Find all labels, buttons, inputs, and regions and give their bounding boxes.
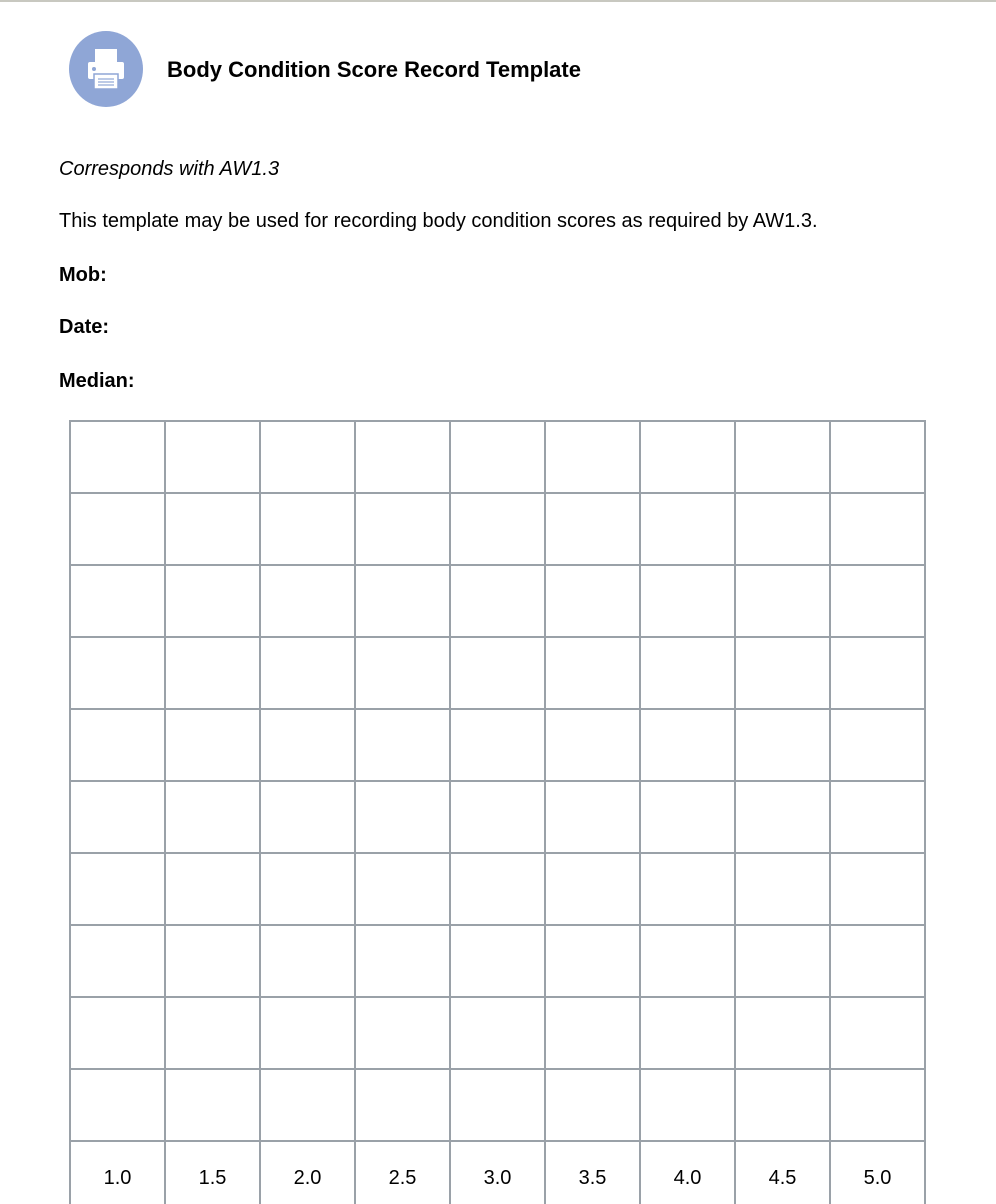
tally-cell[interactable]: [450, 637, 545, 709]
tally-cell[interactable]: [545, 781, 640, 853]
tally-cell[interactable]: [355, 781, 450, 853]
tally-cell[interactable]: [830, 853, 925, 925]
tally-cell[interactable]: [260, 1069, 355, 1141]
tally-cell[interactable]: [545, 997, 640, 1069]
score-label-row: [70, 1141, 925, 1204]
tally-cell[interactable]: [260, 421, 355, 493]
tally-cell[interactable]: [70, 925, 165, 997]
tally-row: [70, 421, 925, 493]
score-label-cell: 1.5: [165, 1141, 260, 1204]
score-label-cell: 3.0: [450, 1141, 545, 1204]
tally-cell[interactable]: [355, 709, 450, 781]
median-label: Median:: [59, 370, 135, 392]
score-label-cell: 4.5: [735, 1141, 830, 1204]
tally-cell[interactable]: [735, 637, 830, 709]
tally-row: [70, 1069, 925, 1141]
top-divider: [0, 0, 996, 2]
tally-cell[interactable]: [450, 997, 545, 1069]
tally-cell[interactable]: [830, 781, 925, 853]
tally-cell[interactable]: [165, 421, 260, 493]
tally-cell[interactable]: [640, 637, 735, 709]
tally-cell[interactable]: [70, 709, 165, 781]
tally-cell[interactable]: [165, 781, 260, 853]
tally-row: [70, 853, 925, 925]
tally-cell[interactable]: [165, 709, 260, 781]
mob-label: Mob:: [59, 264, 107, 286]
description-text: This template may be used for recording body condition scores as required by AW1.3.: [59, 210, 818, 232]
tally-cell[interactable]: [545, 637, 640, 709]
tally-cell[interactable]: [545, 421, 640, 493]
tally-cell[interactable]: [165, 493, 260, 565]
tally-cell[interactable]: [260, 997, 355, 1069]
tally-cell[interactable]: [545, 1069, 640, 1141]
tally-cell[interactable]: [70, 997, 165, 1069]
tally-cell[interactable]: [735, 709, 830, 781]
tally-cell[interactable]: [735, 997, 830, 1069]
tally-cell[interactable]: [260, 709, 355, 781]
tally-cell[interactable]: [640, 853, 735, 925]
tally-cell[interactable]: [830, 709, 925, 781]
tally-cell[interactable]: [640, 565, 735, 637]
tally-cell[interactable]: [735, 493, 830, 565]
tally-cell[interactable]: [450, 781, 545, 853]
tally-cell[interactable]: [545, 709, 640, 781]
tally-cell[interactable]: [735, 781, 830, 853]
tally-row: [70, 925, 925, 997]
tally-cell[interactable]: [260, 637, 355, 709]
tally-cell[interactable]: [640, 781, 735, 853]
tally-cell[interactable]: [640, 925, 735, 997]
tally-cell[interactable]: [640, 709, 735, 781]
tally-cell[interactable]: [830, 1069, 925, 1141]
tally-cell[interactable]: [545, 925, 640, 997]
score-tally-grid: [69, 420, 926, 1204]
tally-cell[interactable]: [260, 925, 355, 997]
tally-cell[interactable]: [830, 997, 925, 1069]
tally-cell[interactable]: [450, 853, 545, 925]
tally-cell[interactable]: [735, 565, 830, 637]
tally-cell[interactable]: [450, 493, 545, 565]
tally-cell[interactable]: [450, 925, 545, 997]
tally-cell[interactable]: [355, 1069, 450, 1141]
tally-cell[interactable]: [70, 781, 165, 853]
tally-cell[interactable]: [355, 637, 450, 709]
tally-cell[interactable]: [640, 421, 735, 493]
tally-cell[interactable]: [260, 493, 355, 565]
tally-cell[interactable]: [640, 1069, 735, 1141]
score-label-cell: 4.0: [640, 1141, 735, 1204]
tally-cell[interactable]: [450, 1069, 545, 1141]
tally-cell[interactable]: [165, 565, 260, 637]
tally-row: [70, 709, 925, 781]
tally-cell[interactable]: [450, 421, 545, 493]
tally-cell[interactable]: [830, 637, 925, 709]
tally-cell[interactable]: [450, 709, 545, 781]
page-title: Body Condition Score Record Template: [167, 57, 581, 82]
tally-cell[interactable]: [545, 493, 640, 565]
tally-cell[interactable]: [260, 781, 355, 853]
score-label-cell: 5.0: [830, 1141, 925, 1204]
score-label-cell: 1.0: [70, 1141, 165, 1204]
tally-cell[interactable]: [260, 565, 355, 637]
tally-cell[interactable]: [450, 565, 545, 637]
tally-row: [70, 493, 925, 565]
tally-row: [70, 565, 925, 637]
tally-cell[interactable]: [545, 853, 640, 925]
tally-cell[interactable]: [735, 925, 830, 997]
tally-cell[interactable]: [735, 1069, 830, 1141]
score-label-cell: 3.5: [545, 1141, 640, 1204]
tally-row: [70, 637, 925, 709]
tally-cell[interactable]: [830, 565, 925, 637]
tally-cell[interactable]: [355, 997, 450, 1069]
tally-cell[interactable]: [830, 421, 925, 493]
tally-cell[interactable]: [70, 421, 165, 493]
subtitle: Corresponds with AW1.3: [59, 158, 280, 180]
tally-cell[interactable]: [355, 493, 450, 565]
tally-cell[interactable]: [355, 925, 450, 997]
tally-cell[interactable]: [355, 853, 450, 925]
tally-cell[interactable]: [165, 637, 260, 709]
tally-cell[interactable]: [355, 421, 450, 493]
tally-cell[interactable]: [830, 925, 925, 997]
tally-cell[interactable]: [260, 853, 355, 925]
tally-cell[interactable]: [70, 493, 165, 565]
printer-icon: [85, 47, 127, 91]
tally-cell[interactable]: [70, 853, 165, 925]
score-label-cell: 2.5: [355, 1141, 450, 1204]
tally-cell[interactable]: [640, 997, 735, 1069]
tally-cell[interactable]: [165, 925, 260, 997]
tally-row: [70, 997, 925, 1069]
date-label: Date:: [59, 316, 110, 338]
score-label-cell: 2.0: [260, 1141, 355, 1204]
tally-cell[interactable]: [70, 1069, 165, 1141]
tally-cell[interactable]: [830, 493, 925, 565]
tally-cell[interactable]: [735, 421, 830, 493]
tally-cell[interactable]: [355, 565, 450, 637]
tally-row: [70, 781, 925, 853]
tally-cell[interactable]: [70, 637, 165, 709]
tally-cell[interactable]: [70, 565, 165, 637]
tally-cell[interactable]: [165, 997, 260, 1069]
tally-cell[interactable]: [640, 493, 735, 565]
tally-cell[interactable]: [165, 1069, 260, 1141]
tally-cell[interactable]: [735, 853, 830, 925]
tally-cell[interactable]: [545, 565, 640, 637]
tally-cell[interactable]: [165, 853, 260, 925]
print-button[interactable]: [69, 31, 143, 107]
